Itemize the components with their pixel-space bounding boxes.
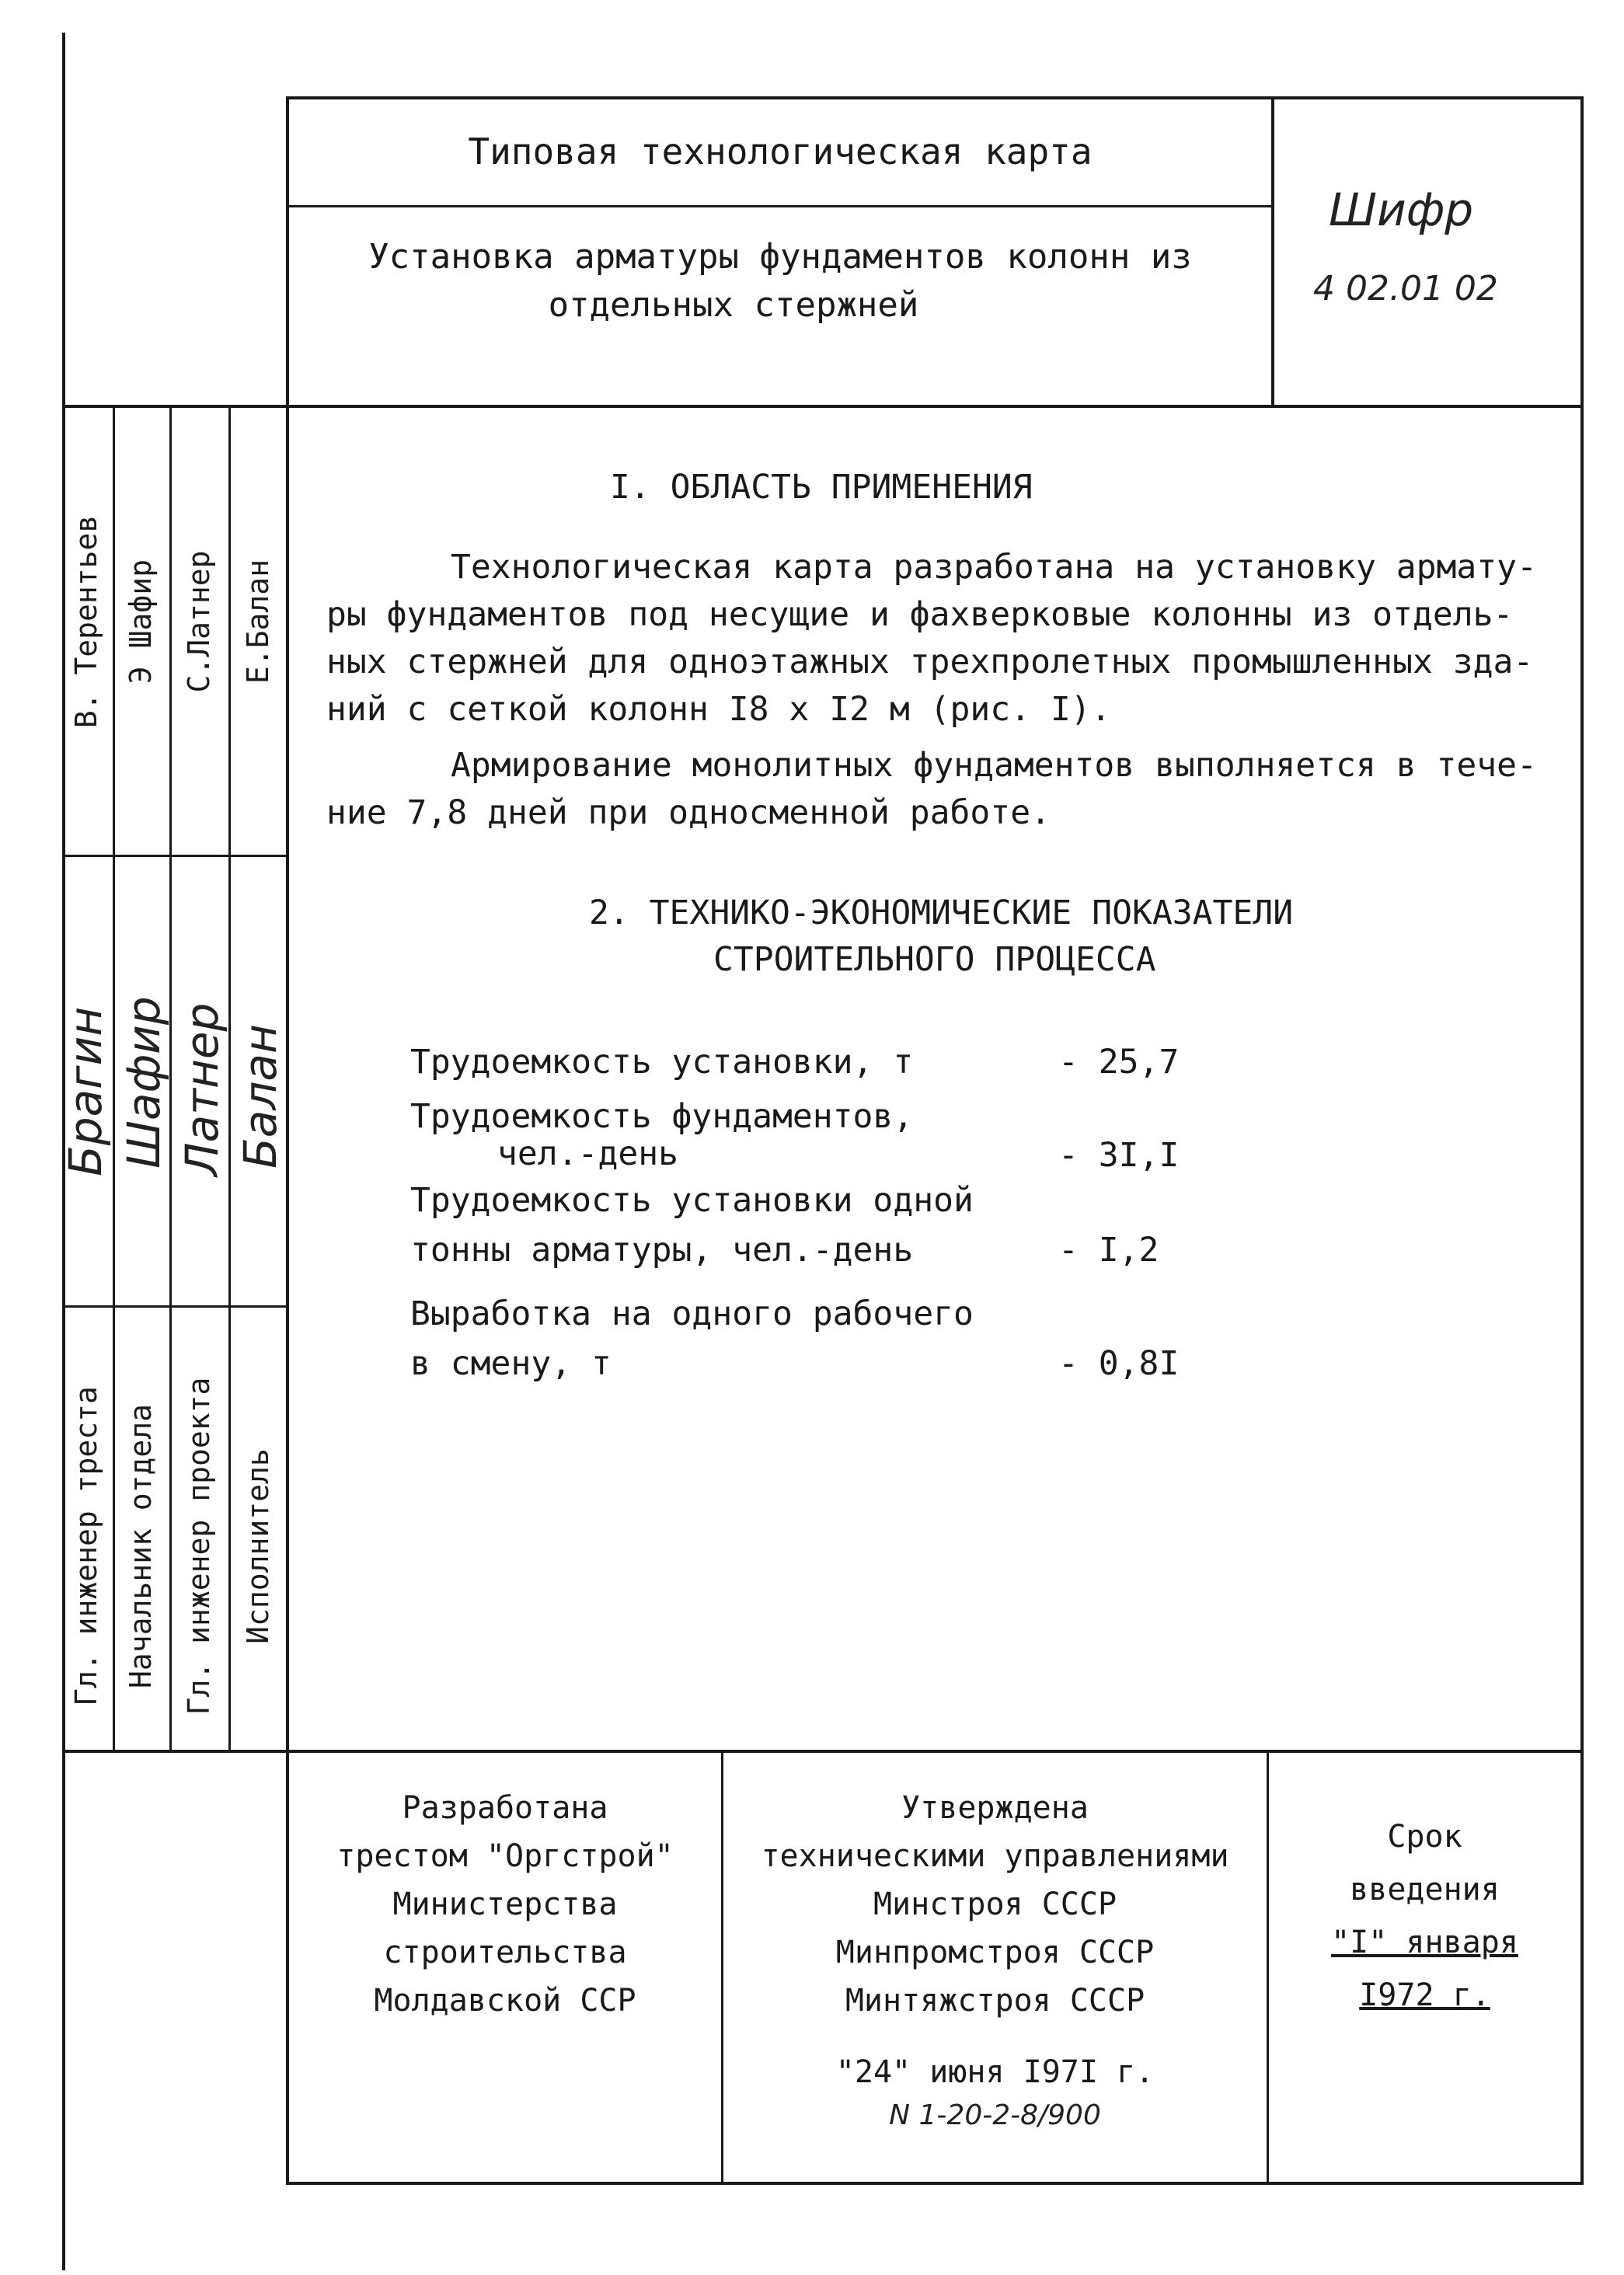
term-line-3: "I" января [1331,1925,1518,1960]
document-subtitle [289,233,1271,329]
indicator-1-label: Трудоемкость установки, т [410,1043,914,1082]
indicator-1-value: - 25,7 [1058,1043,1180,1082]
indicator-3-label: Трудоемкость установки одной [410,1181,974,1220]
indicator-3-value: - I,2 [1058,1231,1159,1270]
indicator-3-label-2: тонны арматуры, чел.-день [410,1231,914,1270]
indicator-2-label-2: чел.-день [497,1134,678,1173]
section1-line-4: ний с сеткой колонн I8 х I2 м (рис. I). [326,690,1111,729]
sidebar-name-4: Е.Балан [241,559,275,685]
indicator-2-label: Трудоемкость фундаментов, [410,1097,914,1136]
developed-line-1: Разработана [402,1790,608,1826]
approved-line-4: Минпромстроя СССР [835,1935,1155,1970]
sidebar-name-1: В. Терентьев [69,514,103,729]
approved-line-3: Минстроя СССР [873,1887,1117,1922]
header-bottom-line [64,405,1584,408]
section2-heading-1: 2. ТЕХНИКО-ЭКОНОМИЧЕСКИЕ ПОКАЗАТЕЛИ [589,894,1294,932]
section2-heading-2: СТРОИТЕЛЬНОГО ПРОЦЕССА [713,940,1156,979]
indicator-4-label-2: в смену, т [410,1344,612,1383]
approved-date: "24" июня I97I г. [835,2054,1155,2090]
section1-line-5: Армирование монолитных фундаментов выполняется в тече- [451,746,1537,785]
frame-top [286,96,1584,99]
subtitle-line-1: Установка арматуры фундаментов колонн из [368,237,1192,277]
sidebar-role-2: Начальник отдела [124,1403,158,1689]
sidebar-role-3: Гл. инженер проекта [182,1377,216,1716]
signature-2: Шафир [117,996,170,1169]
footer-term [1269,1810,1580,2022]
sidebar-col-line-3 [228,406,231,1751]
section1-heading: I. ОБЛАСТЬ ПРИМЕНЕНИЯ [610,468,1033,507]
approved-line-2: техническими управлениями [761,1838,1229,1874]
header-code-divider [1271,96,1274,407]
term-line-4: I972 г. [1359,1977,1490,2013]
code-value: 4 02.01 02 [1313,269,1498,308]
approved-number: N 1-20-2-8/900 [889,2099,1101,2131]
section1-line-3: ных стержней для одноэтажных трехпролетных промышленных зда- [326,643,1534,681]
document-title: Типовая технологическая карта [468,131,1093,172]
sidebar-name-3: С.Латнер [182,550,216,693]
header-divider [286,205,1273,207]
footer-approved [723,1784,1267,2135]
sidebar-role-4: Исполнитель [241,1448,275,1644]
subtitle-line-2: отдельных стержней [548,285,919,325]
signature-1: Брагин [59,1006,112,1176]
developed-line-2: трестом "Оргстрой" [336,1838,674,1874]
frame-bottom [286,2182,1584,2185]
approved-line-5: Минтяжстроя СССР [845,1983,1145,2019]
indicator-4-label: Выработка на одного рабочего [410,1294,974,1333]
signature-4: Балан [234,1024,287,1169]
sidebar-name-2: Э Шафир [124,559,158,685]
code-label: Шифр [1329,183,1474,236]
footer-developed [289,1784,721,2025]
developed-line-4: строительства [383,1935,627,1970]
section1-line-6: ние 7,8 дней при односменной работе. [326,793,1051,832]
signature-3: Латнер [176,1002,228,1176]
term-line-2: введения [1350,1872,1500,1907]
term-line-1: Срок [1387,1819,1462,1855]
developed-line-3: Министерства [392,1887,618,1922]
section1-line-1: Технологическая карта разработана на установку армату- [451,548,1537,587]
indicator-2-value: - 3I,I [1058,1136,1180,1175]
indicator-4-value: - 0,8I [1058,1344,1180,1383]
frame-right [1580,96,1584,2185]
developed-line-5: Молдавской ССР [374,1983,636,2019]
approved-line-1: Утверждена [901,1790,1089,1826]
sidebar-row-line-1 [64,855,288,857]
sidebar-col-line-1 [113,406,115,1751]
section1-line-2: ры фундаментов под несущие и фахверковые колонны из отдель- [326,595,1514,634]
sidebar-role-1: Гл. инженер треста [69,1386,103,1706]
footer-top-line [64,1750,1584,1753]
